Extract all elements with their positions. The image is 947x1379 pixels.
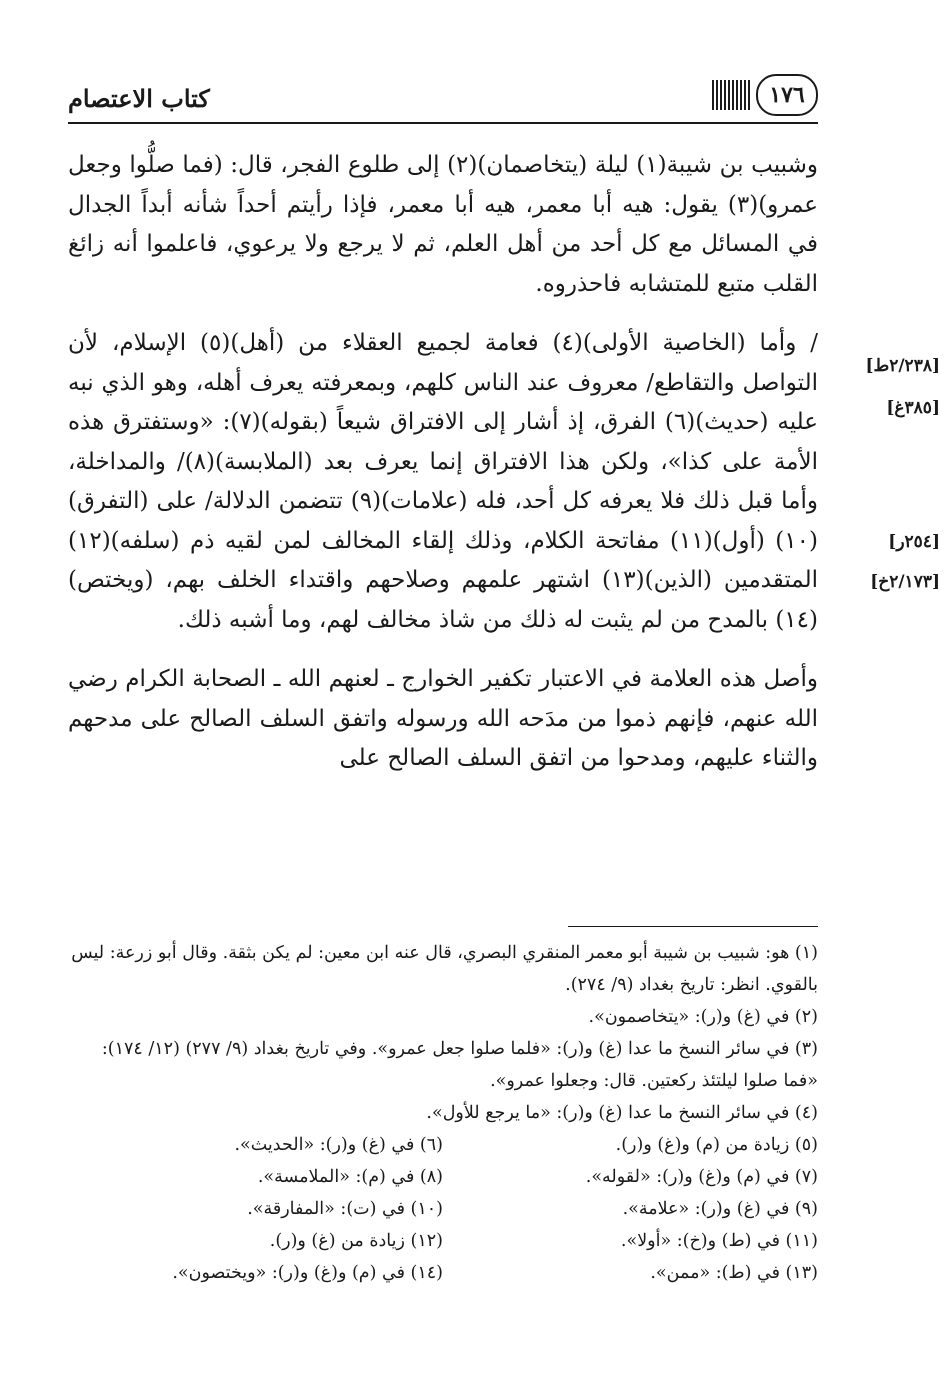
- ornament-bars: [712, 80, 750, 110]
- footnote: (٩) في (غ) و(ر): «علامة».: [622, 1199, 818, 1219]
- paragraph-3: وأصل هذه العلامة في الاعتبار تكفير الخوارج ـ لعنهم الله ـ الصحابة الكرام رضي الله عنهم، فإنهم ذموا من مدَحه الله ورسوله واتفق السلف الصالح على مدحهم والثناء عليهم، ومدحوا من اتفق السلف الصالح على: [68, 666, 818, 771]
- paragraph-2: / وأما (الخاصية الأولى)(٤) فعامة لجميع العقلاء من (أهل)(٥) الإسلام، لأن التواصل والتقاطع/ معروف عند الناس كلهم، وبمعرفته يعرف أهله، وهو الذي نبه عليه (حديث)(٦) الفرق، إذ أشار إلى الافتراق شيعاً (بقوله)(٧): «وستفترق هذه الأمة على كذا»، ولكن هذا الافتراق إنما يعرف بعد (الملابسة)(٨)/ والمداخلة، وأما قبل ذلك فلا يعرفه كل أحد، فله (علامات)(٩) تتضمن الدلالة/ على (التفرق)(١٠) (أول)(١١) مفاتحة الكلام، وذلك إلقاء المخالف لمن لقيه ذم (سلفه)(١٢) المتقدمين (الذين)(١٣) اشتهر علمهم وصلاحهم واقتداء الخلف بهم، (ويختص)(١٤) بالمدح من لم يثبت له ذلك من شاذ مخالف لهم، وما أشبه ذلك.: [68, 330, 818, 633]
- margin-ref-4: [٢/١٧٣خ]: [870, 572, 940, 592]
- footnote: (٣) في سائر النسخ ما عدا (غ) و(ر): «فلما صلوا جعل عمرو». وفي تاريخ بغداد (٩/ ٢٧٧) (١٢/ ١٧٤): «فما صلوا ليلتئذ ركعتين. قال: وجعلوا عمرو».: [101, 1039, 818, 1091]
- footnotes: [68, 926, 818, 1289]
- page-number-box: [700, 74, 818, 116]
- margin-ref-1: [٢/٢٣٨ط]: [865, 356, 940, 376]
- footnote: (٨) في (م): «الملامسة».: [257, 1167, 443, 1187]
- footnote: (٢) في (غ) و(ر): «يتخاصمون».: [588, 1007, 818, 1027]
- margin-ref-2: [٣٨٥غ]: [886, 398, 940, 418]
- footnote: (١١) في (ط) و(خ): «أولا».: [620, 1231, 818, 1251]
- margin-ref-3: [٢٥٤ر]: [888, 532, 940, 552]
- footnote: (٧) في (م) و(غ) و(ر): «لقوله».: [585, 1167, 818, 1187]
- footnote: (١٢) زيادة من (غ) و(ر).: [269, 1231, 443, 1251]
- header-rule: [68, 122, 818, 124]
- footnote-rule: [568, 926, 818, 927]
- book-title: كتاب الاعتصام: [68, 84, 210, 113]
- footnote: (١٠) في (ت): «المفارقة».: [247, 1199, 443, 1219]
- footnote: (٦) في (غ) و(ر): «الحديث».: [234, 1135, 443, 1155]
- footnote: (٥) زيادة من (م) و(غ) و(ر).: [615, 1135, 818, 1155]
- page-number: ١٧٦: [756, 74, 818, 116]
- paragraph-1: وشبيب بن شيبة(١) ليلة (يتخاصمان)(٢) إلى طلوع الفجر، قال: (فما صلُّوا وجعل عمرو)(٣) يقول: هيه أبا معمر، هيه أبا معمر، فإذا رأيتم أحداً شأنه أبداً الجدال في المسائل مع كل أحد من أهل العلم، ثم لا يرجع ولا يرعوي، فاعلموا أنه زائغ القلب متبع للمتشابه فاحذروه.: [68, 152, 818, 297]
- footnote: (١) هو: شبيب بن شيبة أبو معمر المنقري البصري، قال عنه ابن معين: لم يكن بثقة. وقال أبو زرعة: ليس بالقوي. انظر: تاريخ بغداد (٩/ ٢٧٤).: [71, 943, 818, 995]
- main-text: [68, 146, 818, 779]
- footnote: (٤) في سائر النسخ ما عدا (غ) و(ر): «ما يرجع للأول».: [426, 1103, 818, 1123]
- page-header: [68, 72, 818, 124]
- footnote: (١٣) في (ط): «ممن».: [650, 1263, 818, 1283]
- footnote: (١٤) في (م) و(غ) و(ر): «ويختصون».: [172, 1263, 443, 1283]
